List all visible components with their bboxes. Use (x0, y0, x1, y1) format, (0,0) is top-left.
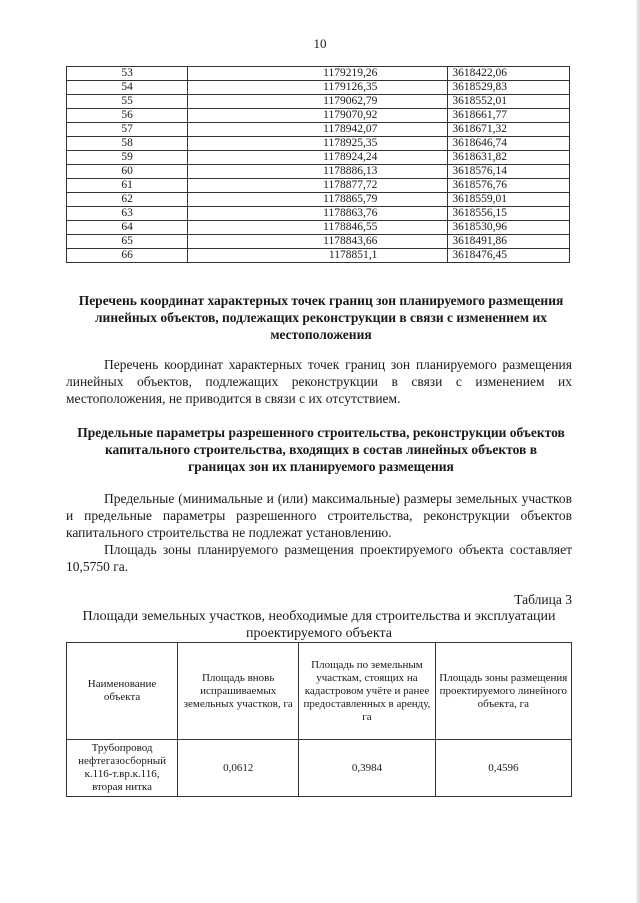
point-number-cell: 62 (67, 193, 188, 207)
y-coordinate-cell: 3618556,15 (448, 207, 570, 221)
coordinates-table-body (67, 67, 570, 263)
table-row (67, 179, 570, 193)
table-row (67, 151, 570, 165)
table-row (67, 109, 570, 123)
y-coordinate-cell: 3618646,74 (448, 137, 570, 151)
point-number-cell: 61 (67, 179, 188, 193)
point-number-cell: 53 (67, 67, 188, 81)
cell-new-plots-area: 0,0612 (178, 740, 299, 797)
point-number-cell: 54 (67, 81, 188, 95)
table-row (67, 137, 570, 151)
table-row (67, 81, 570, 95)
y-coordinate-cell: 3618552,01 (448, 95, 570, 109)
point-number-cell: 63 (67, 207, 188, 221)
header-cadastral-plots-area: Площадь по земельным участкам, стоящих на кадастровом учёте и ранее предоставленных в аренду, га (299, 643, 435, 740)
paragraph-reconstruction-coords: Перечень координат характерных точек границ зон планируемого размещения линейных объектов, подлежащих реконструкции в связи с изменением их местоположения, не приводится в связи с их отсутствием. (66, 357, 572, 406)
table-row (67, 249, 570, 263)
header-new-plots-area: Площадь вновь испрашиваемых земельных участков, га (178, 643, 299, 740)
x-coordinate-cell: 1178886,13 (188, 165, 448, 179)
y-coordinate-cell: 3618576,76 (448, 179, 570, 193)
header-object-name: Наименование объекта (67, 643, 178, 740)
point-number-cell: 55 (67, 95, 188, 109)
y-coordinate-cell: 3618576,14 (448, 165, 570, 179)
y-coordinate-cell: 3618529,83 (448, 81, 570, 95)
y-coordinate-cell: 3618671,32 (448, 123, 570, 137)
table-label: Таблица 3 (514, 592, 572, 607)
table-row (67, 193, 570, 207)
point-number-cell: 64 (67, 221, 188, 235)
cell-object-name: Трубопровод нефтегазосборный к.116-т.вр.к.116, вторая нитка (67, 740, 178, 797)
coordinates-table (66, 66, 570, 263)
x-coordinate-cell: 1179070,92 (188, 109, 448, 123)
point-number-cell: 60 (67, 165, 188, 179)
table-header-row (67, 643, 572, 740)
point-number-cell: 56 (67, 109, 188, 123)
page-number: 10 (313, 36, 327, 51)
y-coordinate-cell: 3618491,86 (448, 235, 570, 249)
y-coordinate-cell: 3618559,01 (448, 193, 570, 207)
table-row (67, 165, 570, 179)
point-number-cell: 65 (67, 235, 188, 249)
y-coordinate-cell: 3618661,77 (448, 109, 570, 123)
x-coordinate-cell: 1178865,79 (188, 193, 448, 207)
x-coordinate-cell: 1179126,35 (188, 81, 448, 95)
x-coordinate-cell: 1179219,26 (188, 67, 448, 81)
x-coordinate-cell: 1179062,79 (188, 95, 448, 109)
scan-edge-shadow (636, 0, 640, 903)
table-row (67, 740, 572, 797)
point-number-cell: 59 (67, 151, 188, 165)
x-coordinate-cell: 1178877,72 (188, 179, 448, 193)
point-number-cell: 57 (67, 123, 188, 137)
x-coordinate-cell: 1178851,1 (188, 249, 448, 263)
x-coordinate-cell: 1178843,66 (188, 235, 448, 249)
y-coordinate-cell: 3618631,82 (448, 151, 570, 165)
x-coordinate-cell: 1178924,24 (188, 151, 448, 165)
cell-zone-area: 0,4596 (435, 740, 571, 797)
x-coordinate-cell: 1178925,35 (188, 137, 448, 151)
land-areas-table (66, 642, 572, 797)
y-coordinate-cell: 3618422,06 (448, 67, 570, 81)
x-coordinate-cell: 1178863,76 (188, 207, 448, 221)
x-coordinate-cell: 1178846,55 (188, 221, 448, 235)
section-heading-reconstruction-coords: Перечень координат характерных точек границ зон планируемого размещения линейных объектов, подлежащих реконструкции в связи с изменением их местоположения (78, 293, 564, 342)
table-row (67, 235, 570, 249)
point-number-cell: 58 (67, 137, 188, 151)
table-row (67, 123, 570, 137)
section-heading-limit-parameters: Предельные параметры разрешенного строительства, реконструкции объектов капитального строительства, входящих в состав линейных объектов в границах зон их планируемого размещения (77, 425, 565, 474)
paragraph-limit-parameters: Предельные (минимальные и (или) максимальные) размеры земельных участков и предельные параметры разрешенного строительства, реконструкции объектов капитального строительства не подлежат установлению. (66, 491, 572, 540)
table-caption: Площади земельных участков, необходимые для строительства и эксплуатации проектируемого объекта (82, 609, 556, 641)
table-row (67, 95, 570, 109)
table-row (67, 67, 570, 81)
y-coordinate-cell: 3618530,96 (448, 221, 570, 235)
paragraph-zone-area: Площадь зоны планируемого размещения проектируемого объекта составляет 10,5750 га. (66, 542, 572, 574)
header-zone-area: Площадь зоны размещения проектируемого линейного объекта, га (435, 643, 571, 740)
x-coordinate-cell: 1178942,07 (188, 123, 448, 137)
table-row (67, 221, 570, 235)
y-coordinate-cell: 3618476,45 (448, 249, 570, 263)
point-number-cell: 66 (67, 249, 188, 263)
cell-cadastral-plots-area: 0,3984 (299, 740, 435, 797)
table-row (67, 207, 570, 221)
